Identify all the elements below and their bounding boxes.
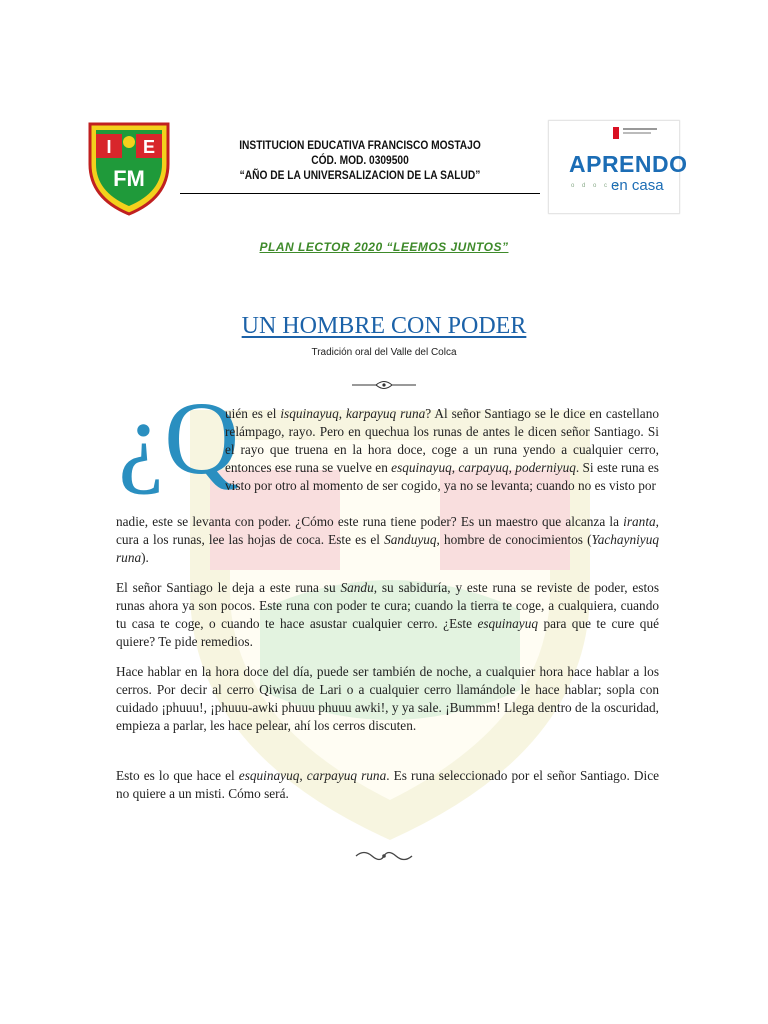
paragraph-4: Esto es lo que hace el esquinayuq, carpayuq runa. Es runa seleccionado por el señor Santiago. Dice no quiere a un misti. Cómo será.	[116, 768, 659, 801]
header-divider	[180, 193, 540, 194]
aprendo-en-casa-logo	[548, 120, 688, 214]
quechua-term: Sandu	[340, 580, 374, 595]
school-code: CÓD. MOD. 0309500	[311, 153, 409, 167]
school-header	[207, 138, 513, 183]
en-casa-label: en casa	[611, 177, 664, 194]
quechua-term: isquinayuq	[280, 406, 339, 421]
peru-flag-icon	[613, 127, 619, 139]
quechua-term: carpayuq	[458, 460, 509, 475]
ministry-text-line	[623, 128, 657, 130]
crest-letter-i: I	[106, 137, 112, 157]
paragraph-1-intro: uién es el isquinayuq, karpayuq runa? Al señor Santiago se le dice en castellano relámpago, rayo. Pero en quechua los runas de antes le dicen señor Santiago. Si el rayo que truena en la hora doce, coge a un runa yendo a cualquier cerro, entonces ese runa se vuelve en esquinayuq, carpayuq, poderniyuq. Si este runa es visto por otro al momento de ser cogido, ya no se levanta; cuando no es visto por	[225, 406, 660, 493]
paragraph-1-continued: nadie, este se levanta con poder. ¿Cómo este runa tiene poder? Es un maestro que alcanza la iranta, cura a los runas, lee las hojas de coca. Este es el Sanduyuq, hombre de conocimientos (Yachayniyuq runa).	[116, 514, 659, 565]
ornament-divider-icon	[352, 378, 416, 392]
quechua-term: Sanduyuq	[384, 532, 437, 547]
quechua-term: iranta	[623, 514, 656, 529]
quechua-term: Yachayniyuq runa	[116, 532, 659, 565]
quechua-term: karpayuq runa	[345, 406, 426, 421]
quechua-term: esquinayuq	[391, 460, 452, 475]
ministry-text-line	[623, 132, 651, 134]
aprendo-brand: APRENDO	[569, 151, 688, 177]
drop-cap: ¿Q	[118, 381, 240, 496]
crest-letters-fm: FM	[113, 166, 145, 191]
quechua-term: esquinayuq	[238, 768, 300, 783]
school-crest-logo	[86, 120, 172, 216]
quechua-term: poderniyuq	[515, 460, 576, 475]
paragraph-3: Hace hablar en la hora doce del día, puede ser también de noche, a cualquier hora hace hablar a los cerros. Por decir al cerro Qiwisa de Lari o a cualquier cerro llamándole le hace hablar; sopla con cuidado ¡phuuu!, ¡phuuu-awki phuuu phuuu awki!, y ya sale. ¡Bummm! Llega dentro de la oscuridad, empieza a parlar, les hace pelear, ahí los cerros discuten.	[116, 664, 659, 733]
quechua-term: esquinayuq	[477, 616, 539, 631]
reading-plan-banner: PLAN LECTOR 2020 “LEEMOS JUNTOS”	[259, 240, 509, 254]
ornament-end-icon	[354, 849, 414, 863]
school-name: INSTITUCION EDUCATIVA FRANCISCO MOSTAJO	[239, 138, 481, 152]
crest-letter-e: E	[142, 137, 156, 157]
year-motto: “AÑO DE LA UNIVERSALIZACION DE LA SALUD”	[239, 168, 481, 182]
story-title: UN HOMBRE CON PODER	[241, 313, 527, 339]
quechua-term: carpayuq runa	[306, 768, 387, 783]
paragraph-2: El señor Santiago le deja a este runa su Sandu, su sabiduría, y este runa se reviste de poder, estos runas ahora ya son pocos. Este runa con poder te cura; cuando la tierra te coge, a cualquiera, cuando tu casa te coge, o cuando te hace asustar cualquier cerro. ¿Este esquinayuq para que te cure qué quiere? Te pide remedios.	[116, 580, 660, 649]
story-subtitle: Tradición oral del Valle del Colca	[311, 347, 457, 358]
brand-dots: o d o c a	[571, 183, 622, 189]
